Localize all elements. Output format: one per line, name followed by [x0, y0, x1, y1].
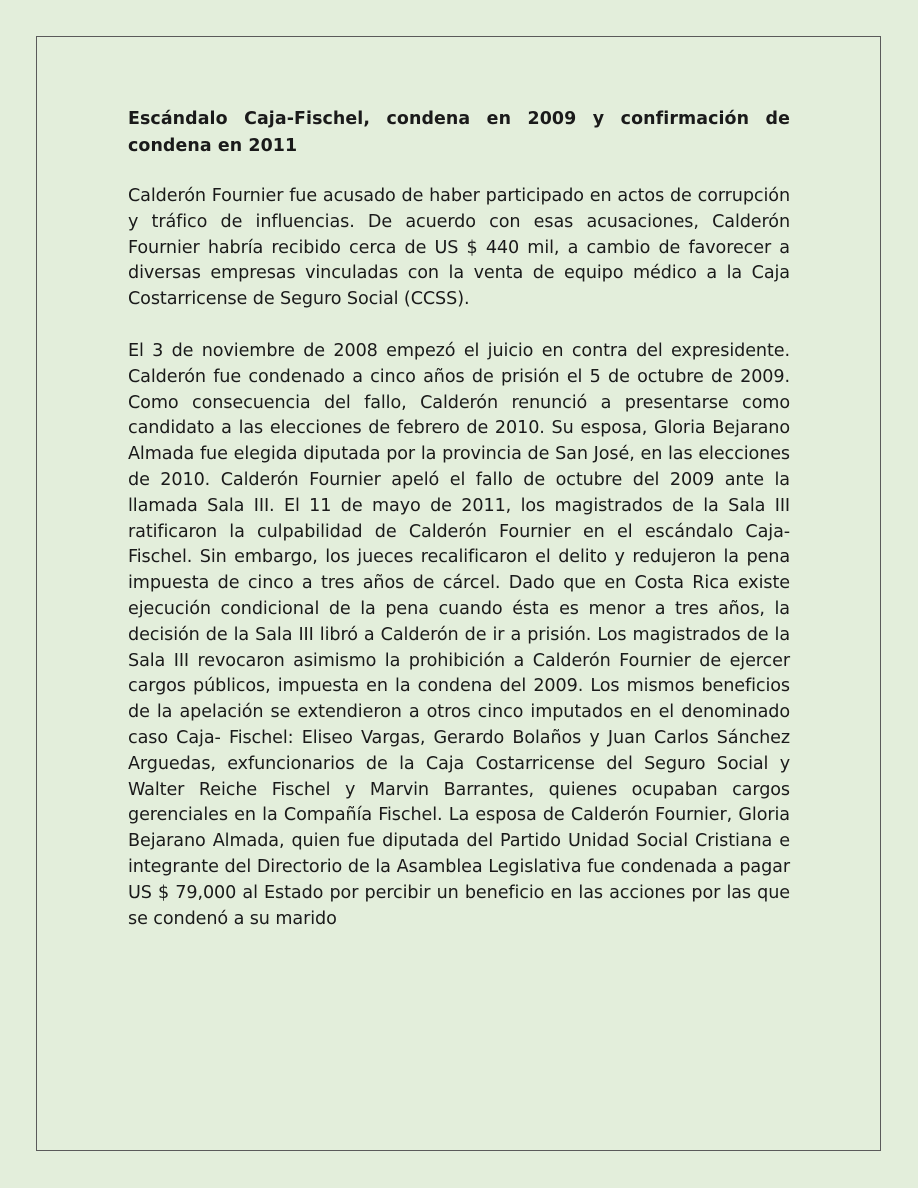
- section-heading: Escándalo Caja-Fischel, condena en 2009 y confirmación de condena en 2011: [128, 109, 790, 156]
- paragraph-trial-and-appeal: El 3 de noviembre de 2008 empezó el juicio en contra del expresidente. Calderón fue condenado a cinco años de prisión el 5 de octubre de 2009. Como consecuencia del fallo, Calderón renunció a presentarse como candidato a las elecciones de febrero de 2010. Su esposa, Gloria Bejarano Almada fue elegida diputada por la provincia de San José, en las elecciones de 2010. Calderón Fournier apeló el fallo de octubre del 2009 ante la llamada Sala III. El 11 de mayo de 2011, los magistrados de la Sala III ratificaron la culpabilidad de Calderón Fournier en el escándalo Caja-Fischel. Sin embargo, los jueces recalificaron el delito y redujeron la pena impuesta de cinco a tres años de cárcel. Dado que en Costa Rica existe ejecución condicional de la pena cuando ésta es menor a tres años, la decisión de la Sala III libró a Calderón de ir a prisión. Los magistrados de la Sala III revocaron asimismo la prohibición a Calderón Fournier de ejercer cargos públicos, impuesta en la condena del 2009. Los mismos beneficios de la apelación se extendieron a otros cinco imputados en el denominado caso Caja- Fischel: Eliseo Vargas, Gerardo Bolaños y Juan Carlos Sánchez Arguedas, exfuncionarios de la Caja Costarricense del Seguro Social y Walter Reiche Fischel y Marvin Barrantes, quienes ocupaban cargos gerenciales en la Compañía Fischel. La esposa de Calderón Fournier, Gloria Bejarano Almada, quien fue diputada del Partido Unidad Social Cristiana e integrante del Directorio de la Asamblea Legislativa fue condenada a pagar US $ 79,000 al Estado por percibir un beneficio en las acciones por las que se condenó a su marido: [128, 340, 790, 929]
- paragraph-accusation: Calderón Fournier fue acusado de haber participado en actos de corrupción y tráfico de influencias. De acuerdo con esas acusaciones, Calderón Fournier habría recibido cerca de US $ 440 mil, a cambio de favorecer a diversas empresas vinculadas con la venta de equipo médico a la Caja Costarricense de Seguro Social (CCSS).: [128, 186, 790, 310]
- document-body: [128, 106, 790, 932]
